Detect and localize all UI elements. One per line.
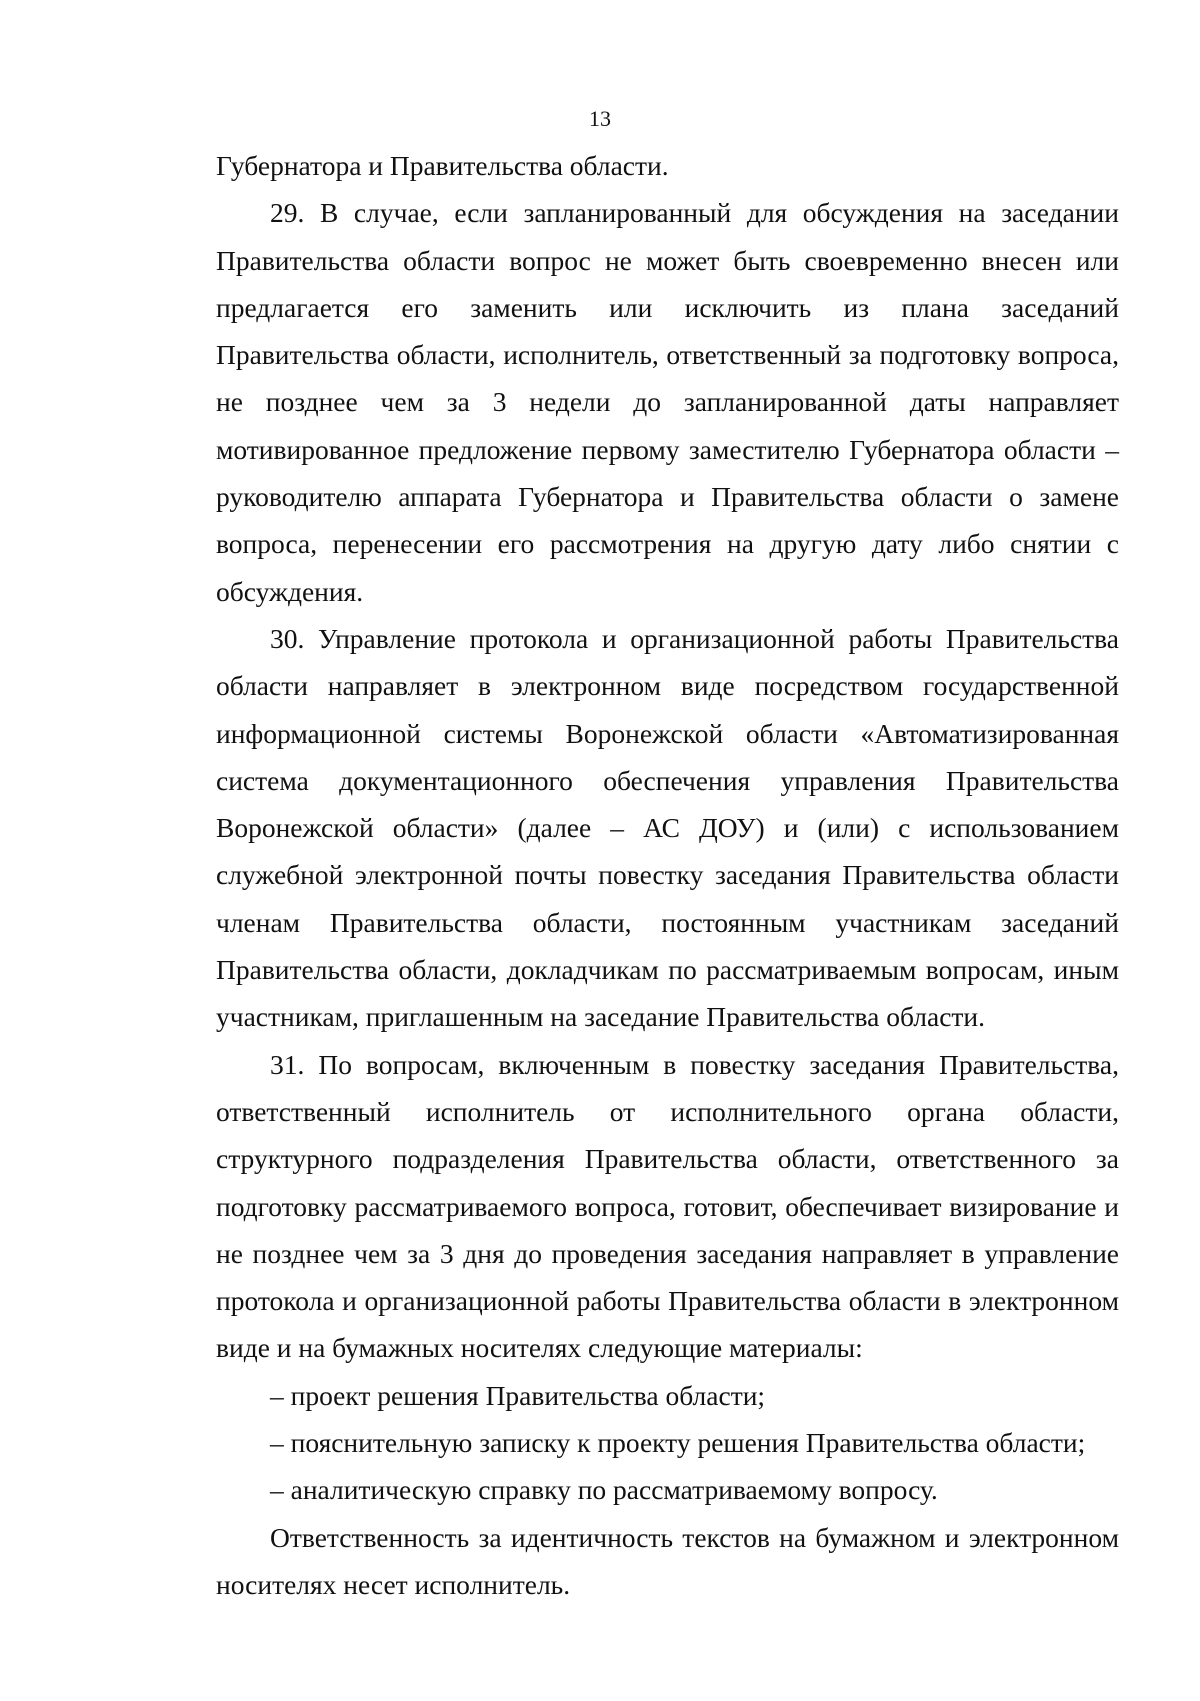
list-item-explanatory-note: – пояснительную записку к проекту решения Правительства области; xyxy=(270,1427,1086,1459)
list-item-draft-decision: – проект решения Правительства области; xyxy=(270,1379,766,1411)
list-item-analytical-note: – аналитическую справку по рассматриваемому вопросу. xyxy=(270,1474,938,1506)
paragraph-continuation: Губернатора и Правительства области. xyxy=(216,150,669,181)
document-body xyxy=(216,142,1119,1608)
paragraph-responsibility: Ответственность за идентичность текстов на бумажном и электронном носителях несет исполнитель. xyxy=(216,1521,1119,1600)
paragraph-30: 30. Управление протокола и организационной работы Правительства области направляет в электронном виде посредством государственной информационной системы Воронежской области «Автоматизированная система документационного обеспечения управления Правительства Воронежской области» (далее – АС ДОУ) и (или) с использованием служебной электронной почты повестку заседания Правительства области членам Правительства области, постоянным участникам заседаний Правительства области, докладчикам по рассматриваемым вопросам, иным участникам, приглашенным на заседание Правительства области. xyxy=(216,622,1119,1033)
page-number: 13 xyxy=(589,106,611,131)
paragraph-31: 31. По вопросам, включенным в повестку заседания Правительства, ответственный исполнитель от исполнительного органа области, структурного подразделения Правительства области, ответственного за подготовку рассматриваемого вопроса, готовит, обеспечивает визирование и не позднее чем за 3 дня до проведения заседания направляет в управление протокола и организационной работы Правительства области в электронном виде и на бумажных носителях следующие материалы: xyxy=(216,1048,1119,1364)
paragraph-29: 29. В случае, если запланированный для обсуждения на заседании Правительства области вопрос не может быть своевременно внесен или предлагается его заменить или исключить из плана заседаний Правительства области, исполнитель, ответственный за подготовку вопроса, не позднее чем за 3 недели до запланированной даты направляет мотивированное предложение первому заместителю Губернатора области – руководителю аппарата Губернатора и Правительства области о замене вопроса, перенесении его рассмотрения на другую дату либо снятии с обсуждения. xyxy=(216,197,1119,607)
